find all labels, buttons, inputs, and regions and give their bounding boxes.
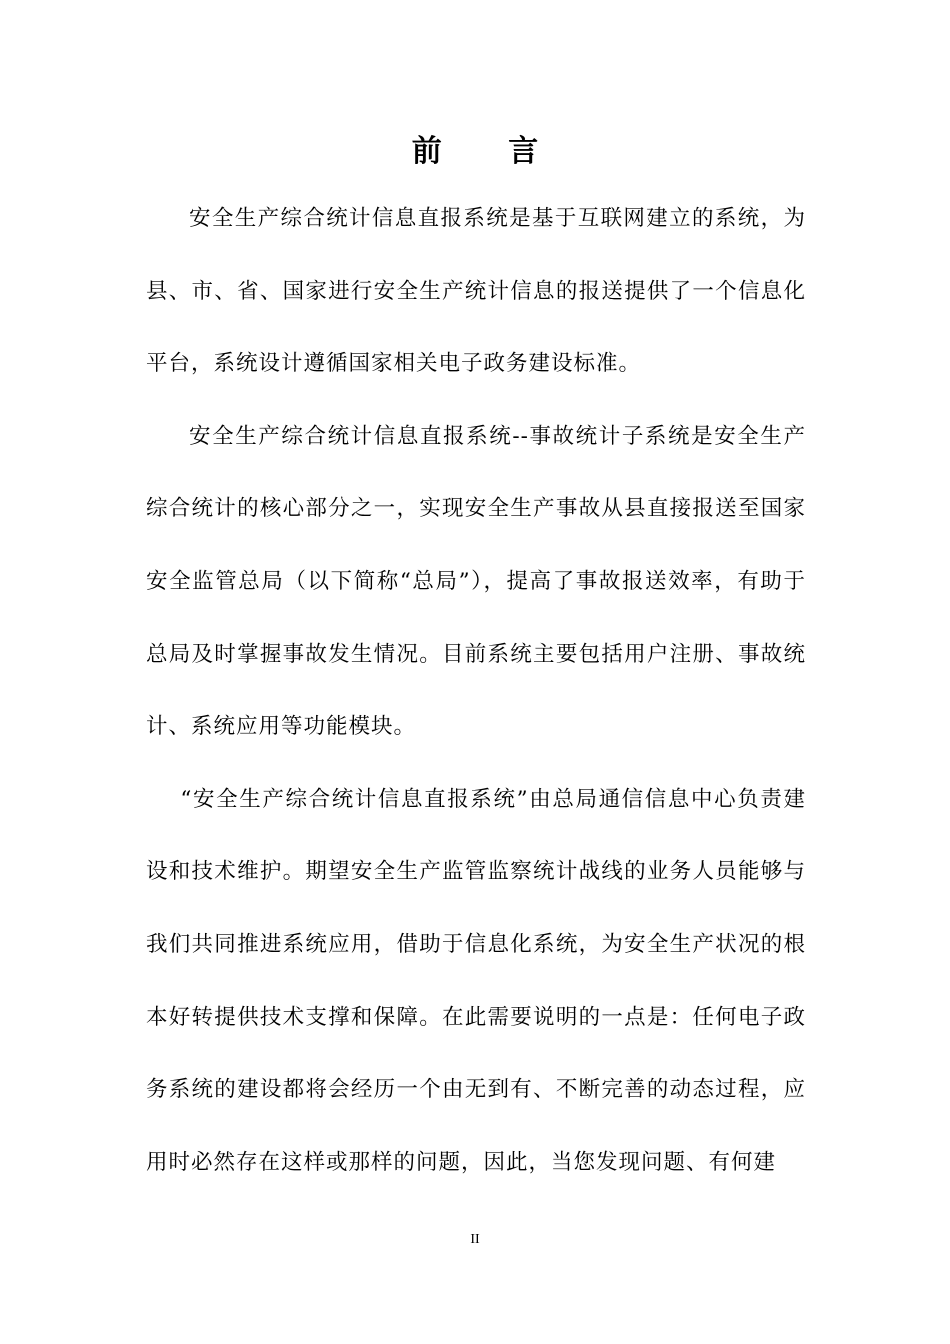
page-title: 前 言 xyxy=(411,134,567,169)
paragraph-accident-subsystem: 安全生产综合统计信息直报系统--事故统计子系统是安全生产综合统计的核心部分之一，实现安全生产事故从县直接报送至国家安全监管总局（以下简称“总局”），提高了事故报送效率，有助于总局及时掌握事故发生情况。目前系统主要包括用户注册、事故统计、系统应用等功能模块。 xyxy=(146,423,806,740)
body-text xyxy=(146,183,806,1199)
page-number: II xyxy=(470,1232,480,1247)
paragraph-intro: 安全生产综合统计信息直报系统是基于互联网建立的系统，为县、市、省、国家进行安全生产统计信息的报送提供了一个信息化平台，系统设计遵循国家相关电子政务建设标准。 xyxy=(146,206,806,377)
paragraph-maintenance: “安全生产综合统计信息直报系统”由总局通信信息中心负责建设和技术维护。期望安全生产监管监察统计战线的业务人员能够与我们共同推进系统应用，借助于信息化系统，为安全生产状况的根本好转提供技术支撑和保障。在此需要说明的一点是：任何电子政务系统的建设都将会经历一个由无到有、不断完善的动态过程，应用时必然存在这样或那样的问题，因此，当您发现问题、有何建 xyxy=(146,786,806,1175)
